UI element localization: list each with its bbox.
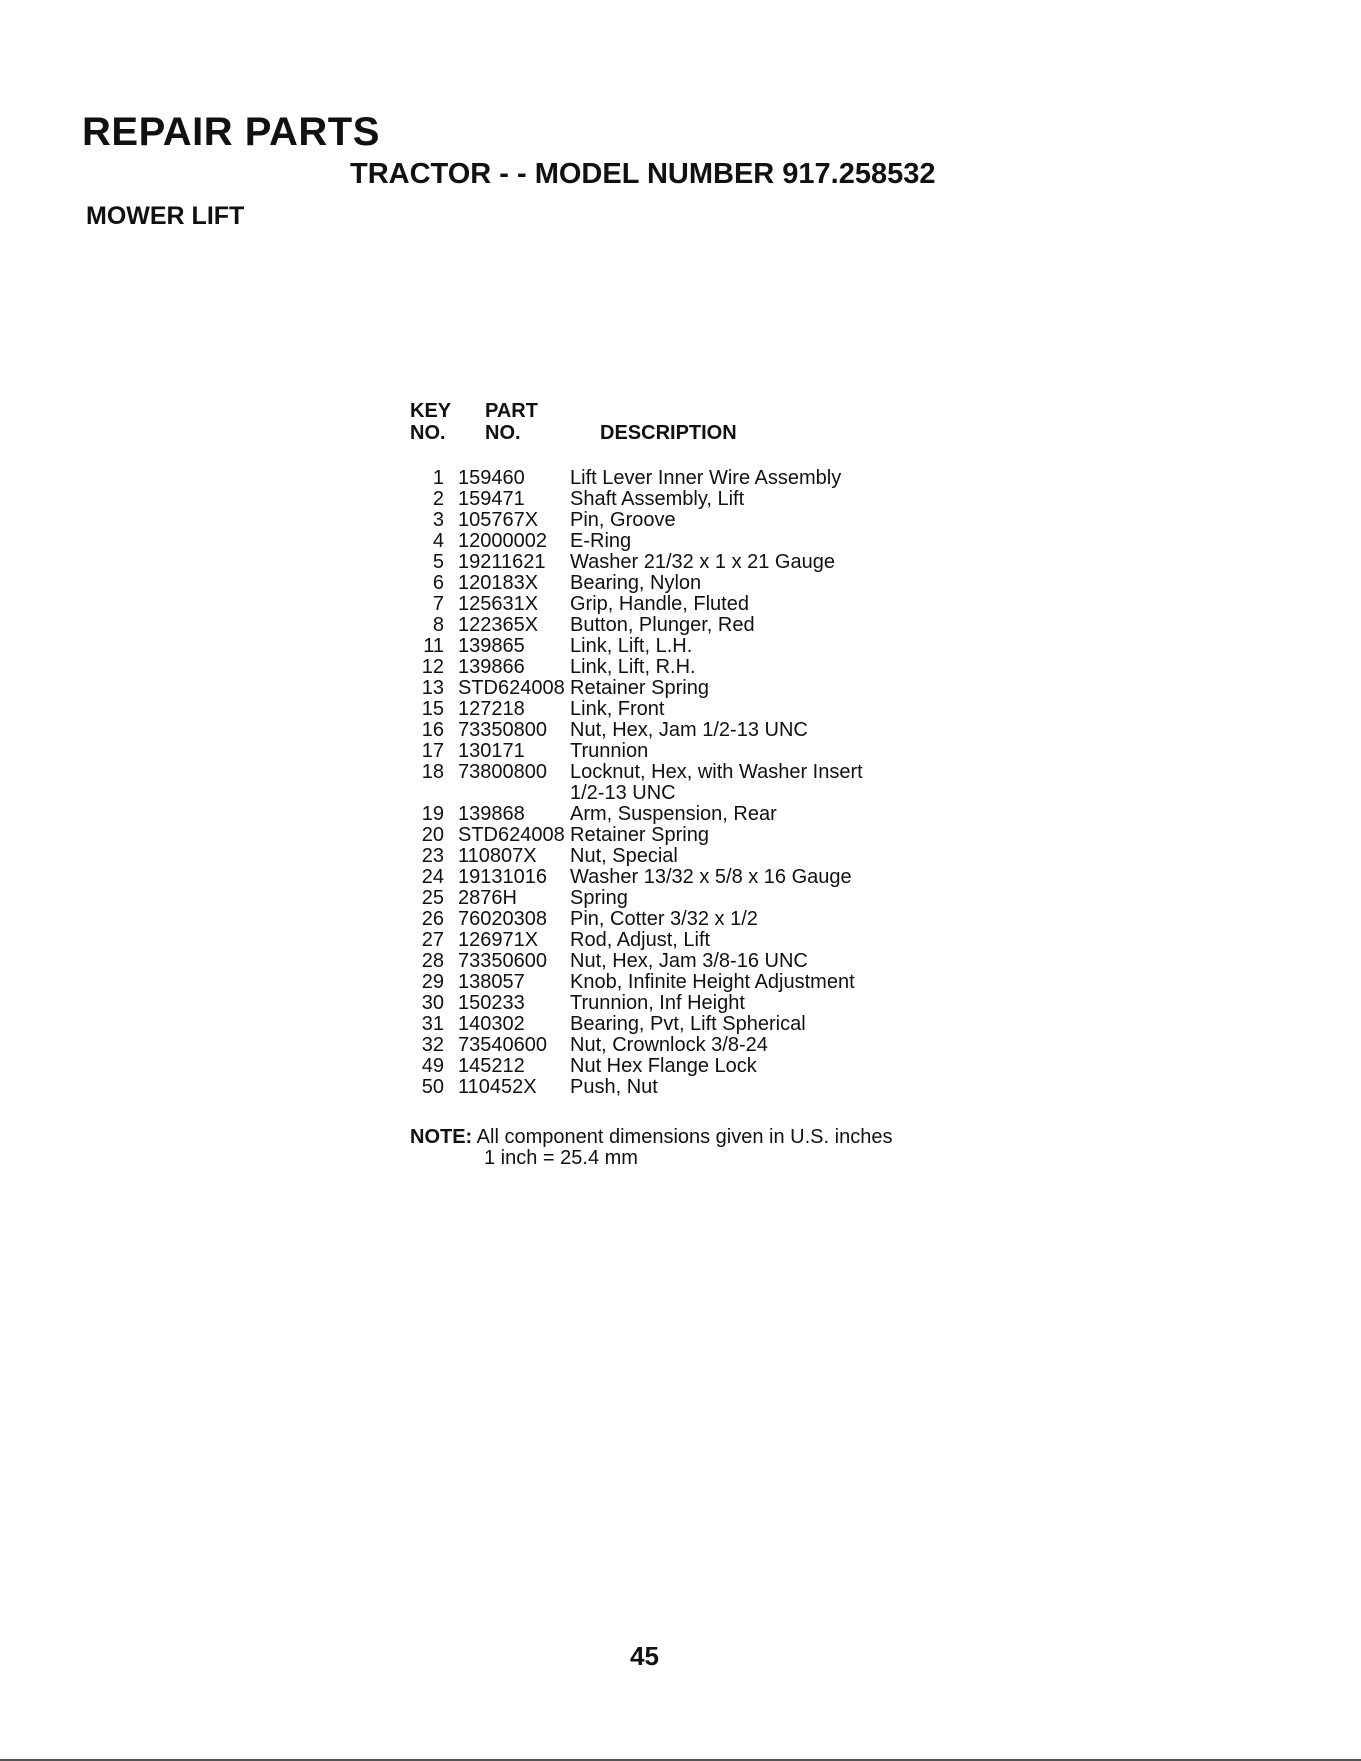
part-number: 139868 — [458, 803, 525, 825]
part-description: Rod, Adjust, Lift — [570, 929, 711, 951]
part-column-header-line2: NO. — [485, 422, 521, 444]
table-row — [410, 993, 970, 1014]
table-row — [410, 846, 970, 867]
part-number: STD624008 — [458, 677, 565, 699]
part-number: 19131016 — [458, 866, 547, 888]
part-description: Arm, Suspension, Rear — [570, 803, 777, 825]
table-row — [410, 741, 970, 762]
part-number: 105767X — [458, 509, 539, 531]
part-number: STD624008 — [458, 824, 565, 846]
part-number: 159460 — [458, 467, 525, 489]
model-title: TRACTOR - - MODEL NUMBER 917.258532 — [350, 158, 936, 190]
part-description: Knob, Infinite Height Adjustment — [570, 971, 855, 993]
parts-rows — [410, 468, 970, 1098]
table-row — [410, 1077, 970, 1098]
part-number: 12000002 — [458, 530, 547, 552]
key-number: 29 — [421, 971, 444, 993]
note — [410, 1127, 892, 1169]
table-row — [410, 867, 970, 888]
part-number: 2876H — [458, 887, 517, 909]
part-number: 73540600 — [458, 1034, 547, 1056]
table-row — [410, 657, 970, 678]
key-number: 7 — [432, 593, 444, 615]
key-number: 26 — [421, 908, 444, 930]
part-description: E-Ring — [570, 530, 632, 552]
table-row — [410, 972, 970, 993]
part-number: 138057 — [458, 971, 525, 993]
key-number: 31 — [421, 1013, 444, 1035]
part-number: 19211621 — [458, 551, 546, 573]
key-number: 13 — [421, 677, 444, 699]
table-row — [410, 909, 970, 930]
part-description: Nut Hex Flange Lock — [570, 1055, 757, 1077]
part-description: Pin, Cotter 3/32 x 1/2 — [570, 908, 758, 930]
table-row — [410, 636, 970, 657]
table-row — [410, 825, 970, 846]
key-number: 2 — [432, 488, 444, 510]
table-row — [410, 951, 970, 972]
table-row — [410, 615, 970, 636]
part-number: 120183X — [458, 572, 539, 594]
key-number: 20 — [421, 824, 444, 846]
parts-list — [410, 400, 970, 1098]
part-number: 126971X — [458, 929, 539, 951]
part-number: 73800800 — [458, 761, 547, 783]
table-row — [410, 1014, 970, 1035]
key-number: 8 — [432, 614, 444, 636]
part-number: 150233 — [458, 992, 525, 1014]
part-number: 73350800 — [458, 719, 547, 741]
key-number: 28 — [421, 950, 444, 972]
part-description: Link, Front — [570, 698, 665, 720]
part-description: Nut, Crownlock 3/8-24 — [570, 1034, 768, 1056]
part-description: Pin, Groove — [570, 509, 676, 531]
part-description: Lift Lever Inner Wire Assembly — [570, 467, 842, 489]
note-line1: All component dimensions given in U.S. inches — [476, 1126, 893, 1148]
table-row — [410, 594, 970, 615]
part-number: 140302 — [458, 1013, 525, 1035]
part-number: 159471 — [458, 488, 525, 510]
key-number: 4 — [432, 530, 444, 552]
key-number: 1 — [432, 467, 444, 489]
part-number: 125631X — [458, 593, 539, 615]
part-number: 110807X — [458, 845, 537, 867]
part-number: 130171 — [458, 740, 525, 762]
table-row — [410, 930, 970, 951]
table-row — [410, 573, 970, 594]
part-description: Shaft Assembly, Lift — [570, 488, 745, 510]
key-number: 50 — [421, 1076, 444, 1098]
page-number: 45 — [630, 1641, 659, 1671]
key-number: 3 — [432, 509, 444, 531]
note-line2: 1 inch = 25.4 mm — [484, 1147, 638, 1169]
table-row — [410, 531, 970, 552]
table-row — [410, 804, 970, 825]
part-description: Retainer Spring — [570, 677, 709, 699]
section-title: MOWER LIFT — [86, 202, 245, 230]
part-description: Bearing, Pvt, Lift Spherical — [570, 1013, 806, 1035]
part-number: 73350600 — [458, 950, 547, 972]
table-row — [410, 489, 970, 510]
part-column-header-line1: PART — [485, 400, 538, 422]
part-description: Retainer Spring — [570, 824, 709, 846]
part-description: Button, Plunger, Red — [570, 614, 755, 636]
part-description: Push, Nut — [570, 1076, 658, 1098]
table-row — [410, 888, 970, 909]
table-row — [410, 720, 970, 741]
part-number: 139865 — [458, 635, 525, 657]
part-number: 110452X — [458, 1076, 537, 1098]
table-row — [410, 1035, 970, 1056]
key-number: 24 — [421, 866, 444, 888]
part-description: Grip, Handle, Fluted — [570, 593, 749, 615]
part-number: 127218 — [458, 698, 525, 720]
note-label: NOTE: — [410, 1126, 473, 1148]
part-description: Trunnion — [570, 740, 649, 762]
table-row — [410, 762, 970, 804]
description-column-header: DESCRIPTION — [600, 422, 737, 444]
key-number: 25 — [421, 887, 444, 909]
part-number: 76020308 — [458, 908, 547, 930]
key-number: 11 — [423, 635, 444, 657]
key-number: 17 — [421, 740, 444, 762]
key-number: 16 — [421, 719, 444, 741]
page-title: REPAIR PARTS — [82, 110, 380, 154]
key-number: 18 — [421, 761, 444, 783]
part-description: Trunnion, Inf Height — [570, 992, 745, 1014]
key-column-header-line1: KEY — [410, 400, 452, 422]
part-number: 122365X — [458, 614, 539, 636]
parts-list-header — [410, 400, 970, 450]
key-number: 23 — [421, 845, 444, 867]
table-row — [410, 699, 970, 720]
table-row — [410, 510, 970, 531]
part-description: Nut, Hex, Jam 3/8-16 UNC — [570, 950, 808, 972]
part-description: Link, Lift, L.H. — [570, 635, 693, 657]
key-column-header-line2: NO. — [410, 422, 446, 444]
table-row — [410, 678, 970, 699]
part-description: Nut, Hex, Jam 1/2-13 UNC — [570, 719, 808, 741]
part-description: Washer 13/32 x 5/8 x 16 Gauge — [570, 866, 852, 888]
key-number: 12 — [421, 656, 444, 678]
key-number: 32 — [421, 1034, 444, 1056]
key-number: 6 — [432, 572, 444, 594]
key-number: 27 — [421, 929, 444, 951]
key-number: 49 — [421, 1055, 444, 1077]
part-description: Locknut, Hex, with Washer Insert 1/2-13 UNC — [570, 761, 863, 804]
key-number: 5 — [432, 551, 444, 573]
part-number: 145212 — [458, 1055, 525, 1077]
key-number: 19 — [421, 803, 444, 825]
part-description: Washer 21/32 x 1 x 21 Gauge — [570, 551, 835, 573]
table-row — [410, 1056, 970, 1077]
part-number: 139866 — [458, 656, 525, 678]
table-row — [410, 468, 970, 489]
part-description: Nut, Special — [570, 845, 678, 867]
part-description: Spring — [570, 887, 628, 909]
table-row — [410, 552, 970, 573]
part-description: Link, Lift, R.H. — [570, 656, 696, 678]
part-description: Bearing, Nylon — [570, 572, 702, 594]
key-number: 15 — [421, 698, 444, 720]
key-number: 30 — [421, 992, 444, 1014]
